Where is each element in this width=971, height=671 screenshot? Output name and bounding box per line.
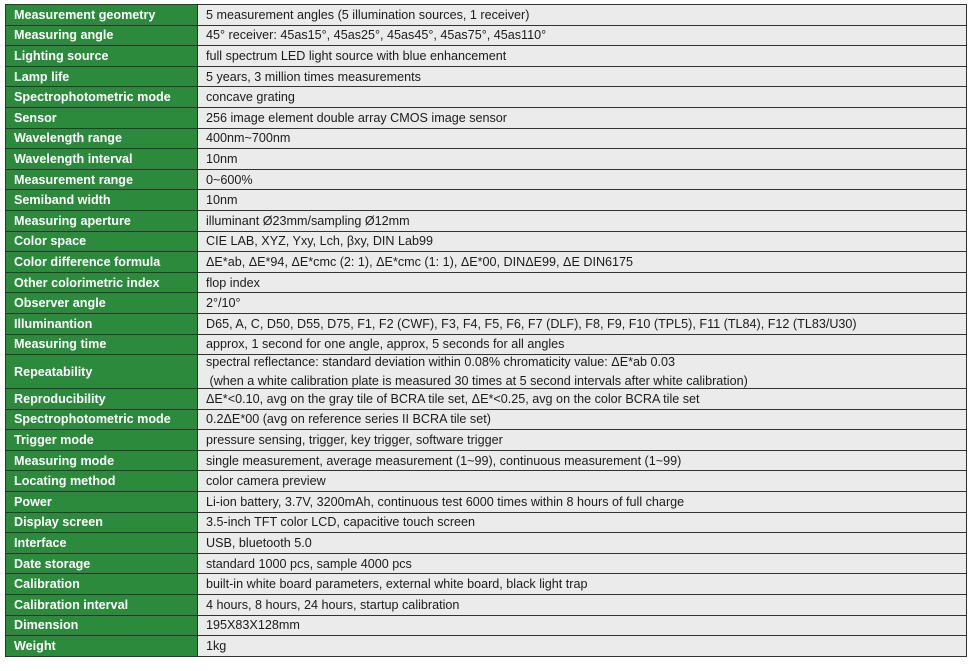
spec-value: 2°/10° xyxy=(198,293,967,314)
spec-value: 400nm~700nm xyxy=(198,128,967,149)
table-row xyxy=(6,409,967,430)
table-row xyxy=(6,355,967,389)
spec-label: Lamp life xyxy=(6,66,198,87)
spec-value-line: (when a white calibration plate is measured 30 times at 5 second intervals after white calibration) xyxy=(206,374,748,389)
table-row xyxy=(6,87,967,108)
spec-label: Reproducibility xyxy=(6,389,198,410)
spec-value: ΔE*<0.10, avg on the gray tile of BCRA tile set, ΔE*<0.25, avg on the color BCRA tile set xyxy=(198,389,967,410)
spec-label: Interface xyxy=(6,533,198,554)
spec-label: Date storage xyxy=(6,553,198,574)
table-row xyxy=(6,252,967,273)
spec-value: 256 image element double array CMOS image sensor xyxy=(198,107,967,128)
spec-label: Spectrophotometric mode xyxy=(6,87,198,108)
table-row xyxy=(6,430,967,451)
spec-value xyxy=(198,355,967,389)
spec-label: Measuring time xyxy=(6,334,198,355)
spec-value: ΔE*ab, ΔE*94, ΔE*cmc (2: 1), ΔE*cmc (1: 1), ΔE*00, DINΔE99, ΔE DIN6175 xyxy=(198,252,967,273)
table-row xyxy=(6,190,967,211)
spec-value: 5 years, 3 million times measurements xyxy=(198,66,967,87)
spec-value: 195X83X128mm xyxy=(198,615,967,636)
spec-value: flop index xyxy=(198,272,967,293)
spec-label: Power xyxy=(6,492,198,513)
spec-label: Calibration interval xyxy=(6,595,198,616)
spec-value: color camera preview xyxy=(198,471,967,492)
spec-value: 1kg xyxy=(198,636,967,657)
table-row xyxy=(6,471,967,492)
spec-value: standard 1000 pcs, sample 4000 pcs xyxy=(198,553,967,574)
table-row xyxy=(6,389,967,410)
table-row xyxy=(6,231,967,252)
spec-value: 0.2ΔE*00 (avg on reference series II BCRA tile set) xyxy=(198,409,967,430)
spec-label: Illuminantion xyxy=(6,313,198,334)
spec-value-line: spectral reflectance: standard deviation within 0.08% chromaticity value: ΔE*ab 0.03 xyxy=(206,355,676,370)
spec-label: Dimension xyxy=(6,615,198,636)
spec-label: Repeatability xyxy=(6,355,198,389)
spec-value: 10nm xyxy=(198,149,967,170)
spec-value: 10nm xyxy=(198,190,967,211)
spec-label: Locating method xyxy=(6,471,198,492)
table-row xyxy=(6,574,967,595)
spec-value: pressure sensing, trigger, key trigger, software trigger xyxy=(198,430,967,451)
table-row xyxy=(6,595,967,616)
spec-label: Calibration xyxy=(6,574,198,595)
spec-value: concave grating xyxy=(198,87,967,108)
spec-label: Semiband width xyxy=(6,190,198,211)
table-row xyxy=(6,149,967,170)
spec-value: USB, bluetooth 5.0 xyxy=(198,533,967,554)
table-row xyxy=(6,293,967,314)
spec-value: 5 measurement angles (5 illumination sources, 1 receiver) xyxy=(198,5,967,26)
spec-label: Color difference formula xyxy=(6,252,198,273)
table-row xyxy=(6,615,967,636)
spec-value: full spectrum LED light source with blue enhancement xyxy=(198,46,967,67)
table-row xyxy=(6,169,967,190)
table-row xyxy=(6,25,967,46)
table-row xyxy=(6,334,967,355)
spec-table xyxy=(5,4,967,657)
table-row xyxy=(6,492,967,513)
spec-label: Lighting source xyxy=(6,46,198,67)
spec-value: 3.5-inch TFT color LCD, capacitive touch screen xyxy=(198,512,967,533)
table-row xyxy=(6,272,967,293)
table-row xyxy=(6,512,967,533)
table-row xyxy=(6,450,967,471)
spec-label: Measuring mode xyxy=(6,450,198,471)
spec-label: Display screen xyxy=(6,512,198,533)
table-row xyxy=(6,5,967,26)
table-row xyxy=(6,636,967,657)
table-row xyxy=(6,210,967,231)
spec-value: 4 hours, 8 hours, 24 hours, startup calibration xyxy=(198,595,967,616)
spec-label: Observer angle xyxy=(6,293,198,314)
spec-label: Sensor xyxy=(6,107,198,128)
table-row xyxy=(6,107,967,128)
spec-sheet xyxy=(5,4,967,657)
spec-label: Other colorimetric index xyxy=(6,272,198,293)
spec-label: Trigger mode xyxy=(6,430,198,451)
spec-label: Weight xyxy=(6,636,198,657)
table-row xyxy=(6,313,967,334)
spec-label: Measurement geometry xyxy=(6,5,198,26)
table-row xyxy=(6,128,967,149)
spec-value: single measurement, average measurement (1~99), continuous measurement (1~99) xyxy=(198,450,967,471)
spec-value: built-in white board parameters, external white board, black light trap xyxy=(198,574,967,595)
spec-label: Color space xyxy=(6,231,198,252)
spec-label: Spectrophotometric mode xyxy=(6,409,198,430)
spec-label: Measuring angle xyxy=(6,25,198,46)
spec-value: Li-ion battery, 3.7V, 3200mAh, continuous test 6000 times within 8 hours of full charge xyxy=(198,492,967,513)
table-row xyxy=(6,553,967,574)
spec-value: D65, A, C, D50, D55, D75, F1, F2 (CWF), F3, F4, F5, F6, F7 (DLF), F8, F9, F10 (TPL5), F11 (TL84), F12 (TL83/U30) xyxy=(198,313,967,334)
spec-label: Wavelength range xyxy=(6,128,198,149)
spec-label: Measurement range xyxy=(6,169,198,190)
spec-label: Measuring aperture xyxy=(6,210,198,231)
spec-value: approx, 1 second for one angle, approx, 5 seconds for all angles xyxy=(198,334,967,355)
table-row xyxy=(6,46,967,67)
spec-value: 0~600% xyxy=(198,169,967,190)
spec-value: 45° receiver: 45as15°, 45as25°, 45as45°, 45as75°, 45as110° xyxy=(198,25,967,46)
spec-value: illuminant Ø23mm/sampling Ø12mm xyxy=(198,210,967,231)
table-row xyxy=(6,66,967,87)
spec-value: CIE LAB, XYZ, Yxy, Lch, βxy, DIN Lab99 xyxy=(198,231,967,252)
spec-label: Wavelength interval xyxy=(6,149,198,170)
table-row xyxy=(6,533,967,554)
